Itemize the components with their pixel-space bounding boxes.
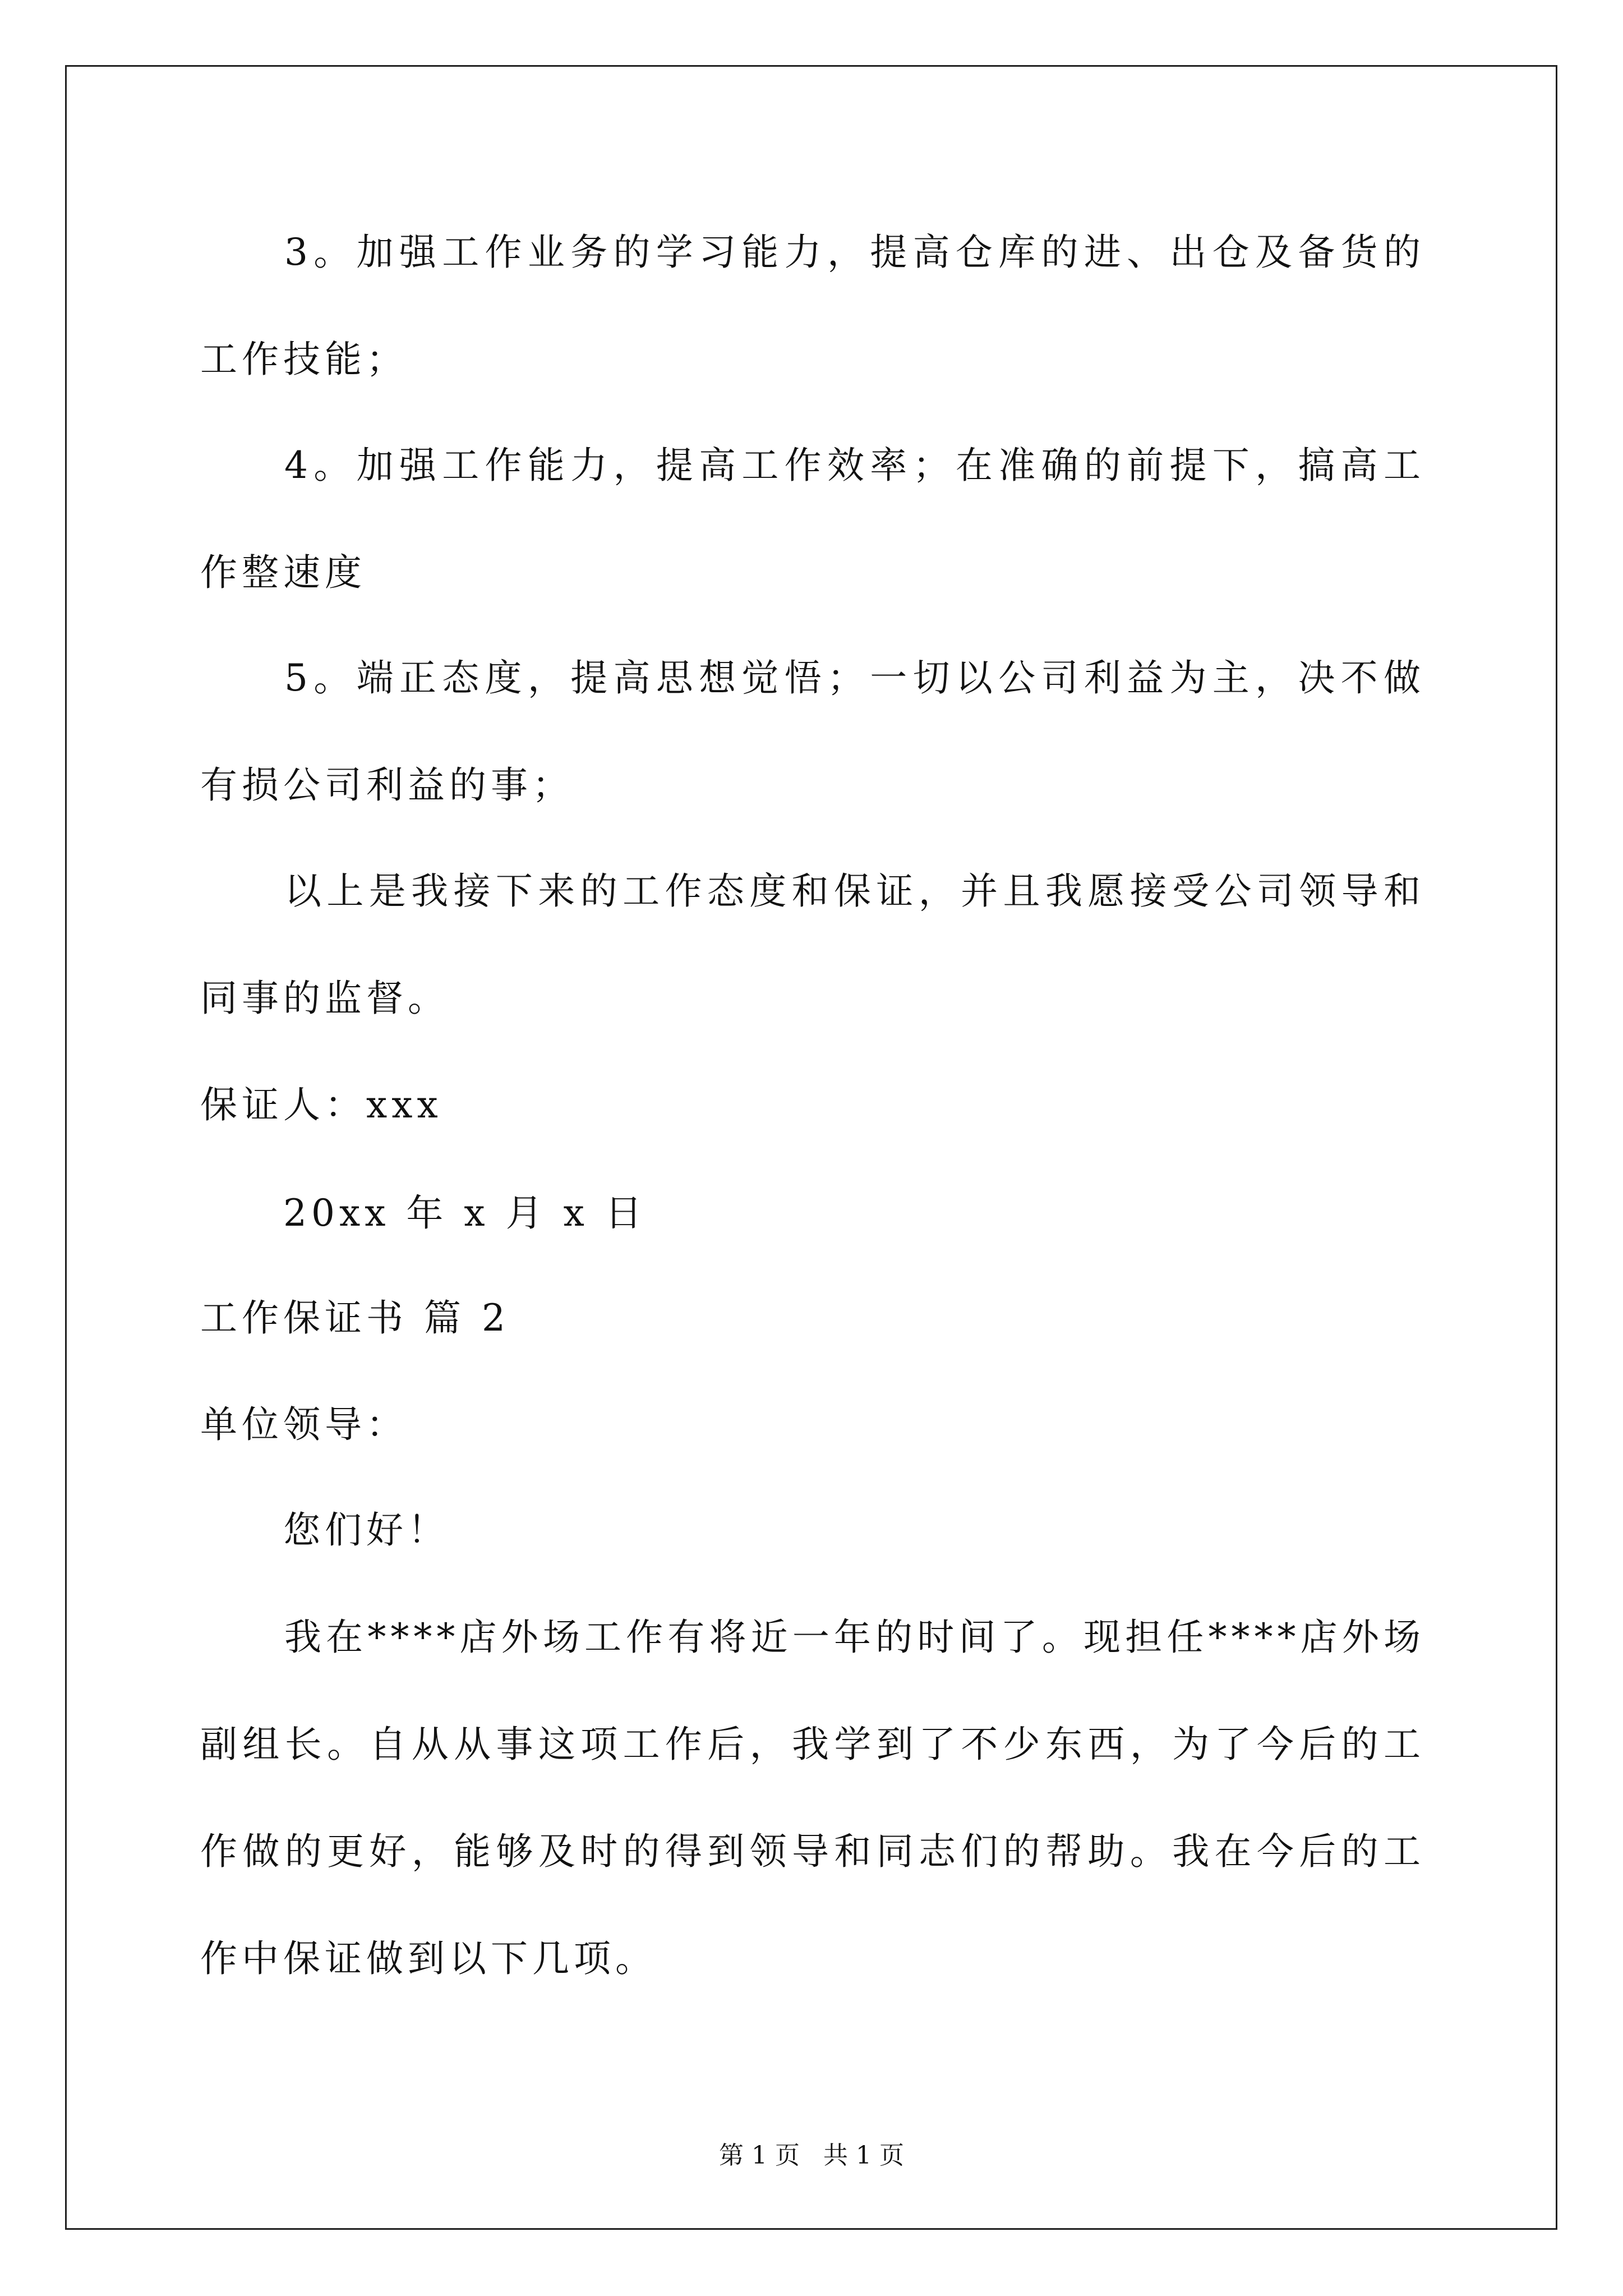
paragraph-item-3: 3。加强工作业务的学习能力，提高仓库的进、出仓及备货的工作技能；: [200, 231, 1425, 381]
salutation: 单位领导：: [200, 1403, 408, 1446]
greeting: 您们好！: [283, 1508, 449, 1552]
paragraph-item-5: 5。端正态度，提高思想觉悟；一切以公司利益为主，决不做有损公司利益的事；: [200, 656, 1425, 807]
paragraph-body: 我在****店外场工作有将近一年的时间了。现担任****店外场副组长。自从从事这项工作后，我学到了不少东西，为了今后的工作做的更好，能够及时的得到领导和同志们的帮助。我在今后的工作中保证做到以下几项。: [200, 1616, 1425, 1980]
paragraph-closing: 以上是我接下来的工作态度和保证，并且我愿接受公司领导和同事的监督。: [200, 869, 1425, 1020]
guarantor-line: 保证人：xxx: [200, 1083, 442, 1126]
section-title: 工作保证书 篇 2: [200, 1296, 510, 1340]
page-footer: 第 1 页 共 1 页: [719, 2141, 904, 2170]
date-line: 20xx 年 x 月 x 日: [283, 1191, 647, 1235]
paragraph-item-4: 4。加强工作能力，提高工作效率；在准确的前提下，搞高工作整速度: [200, 444, 1425, 594]
